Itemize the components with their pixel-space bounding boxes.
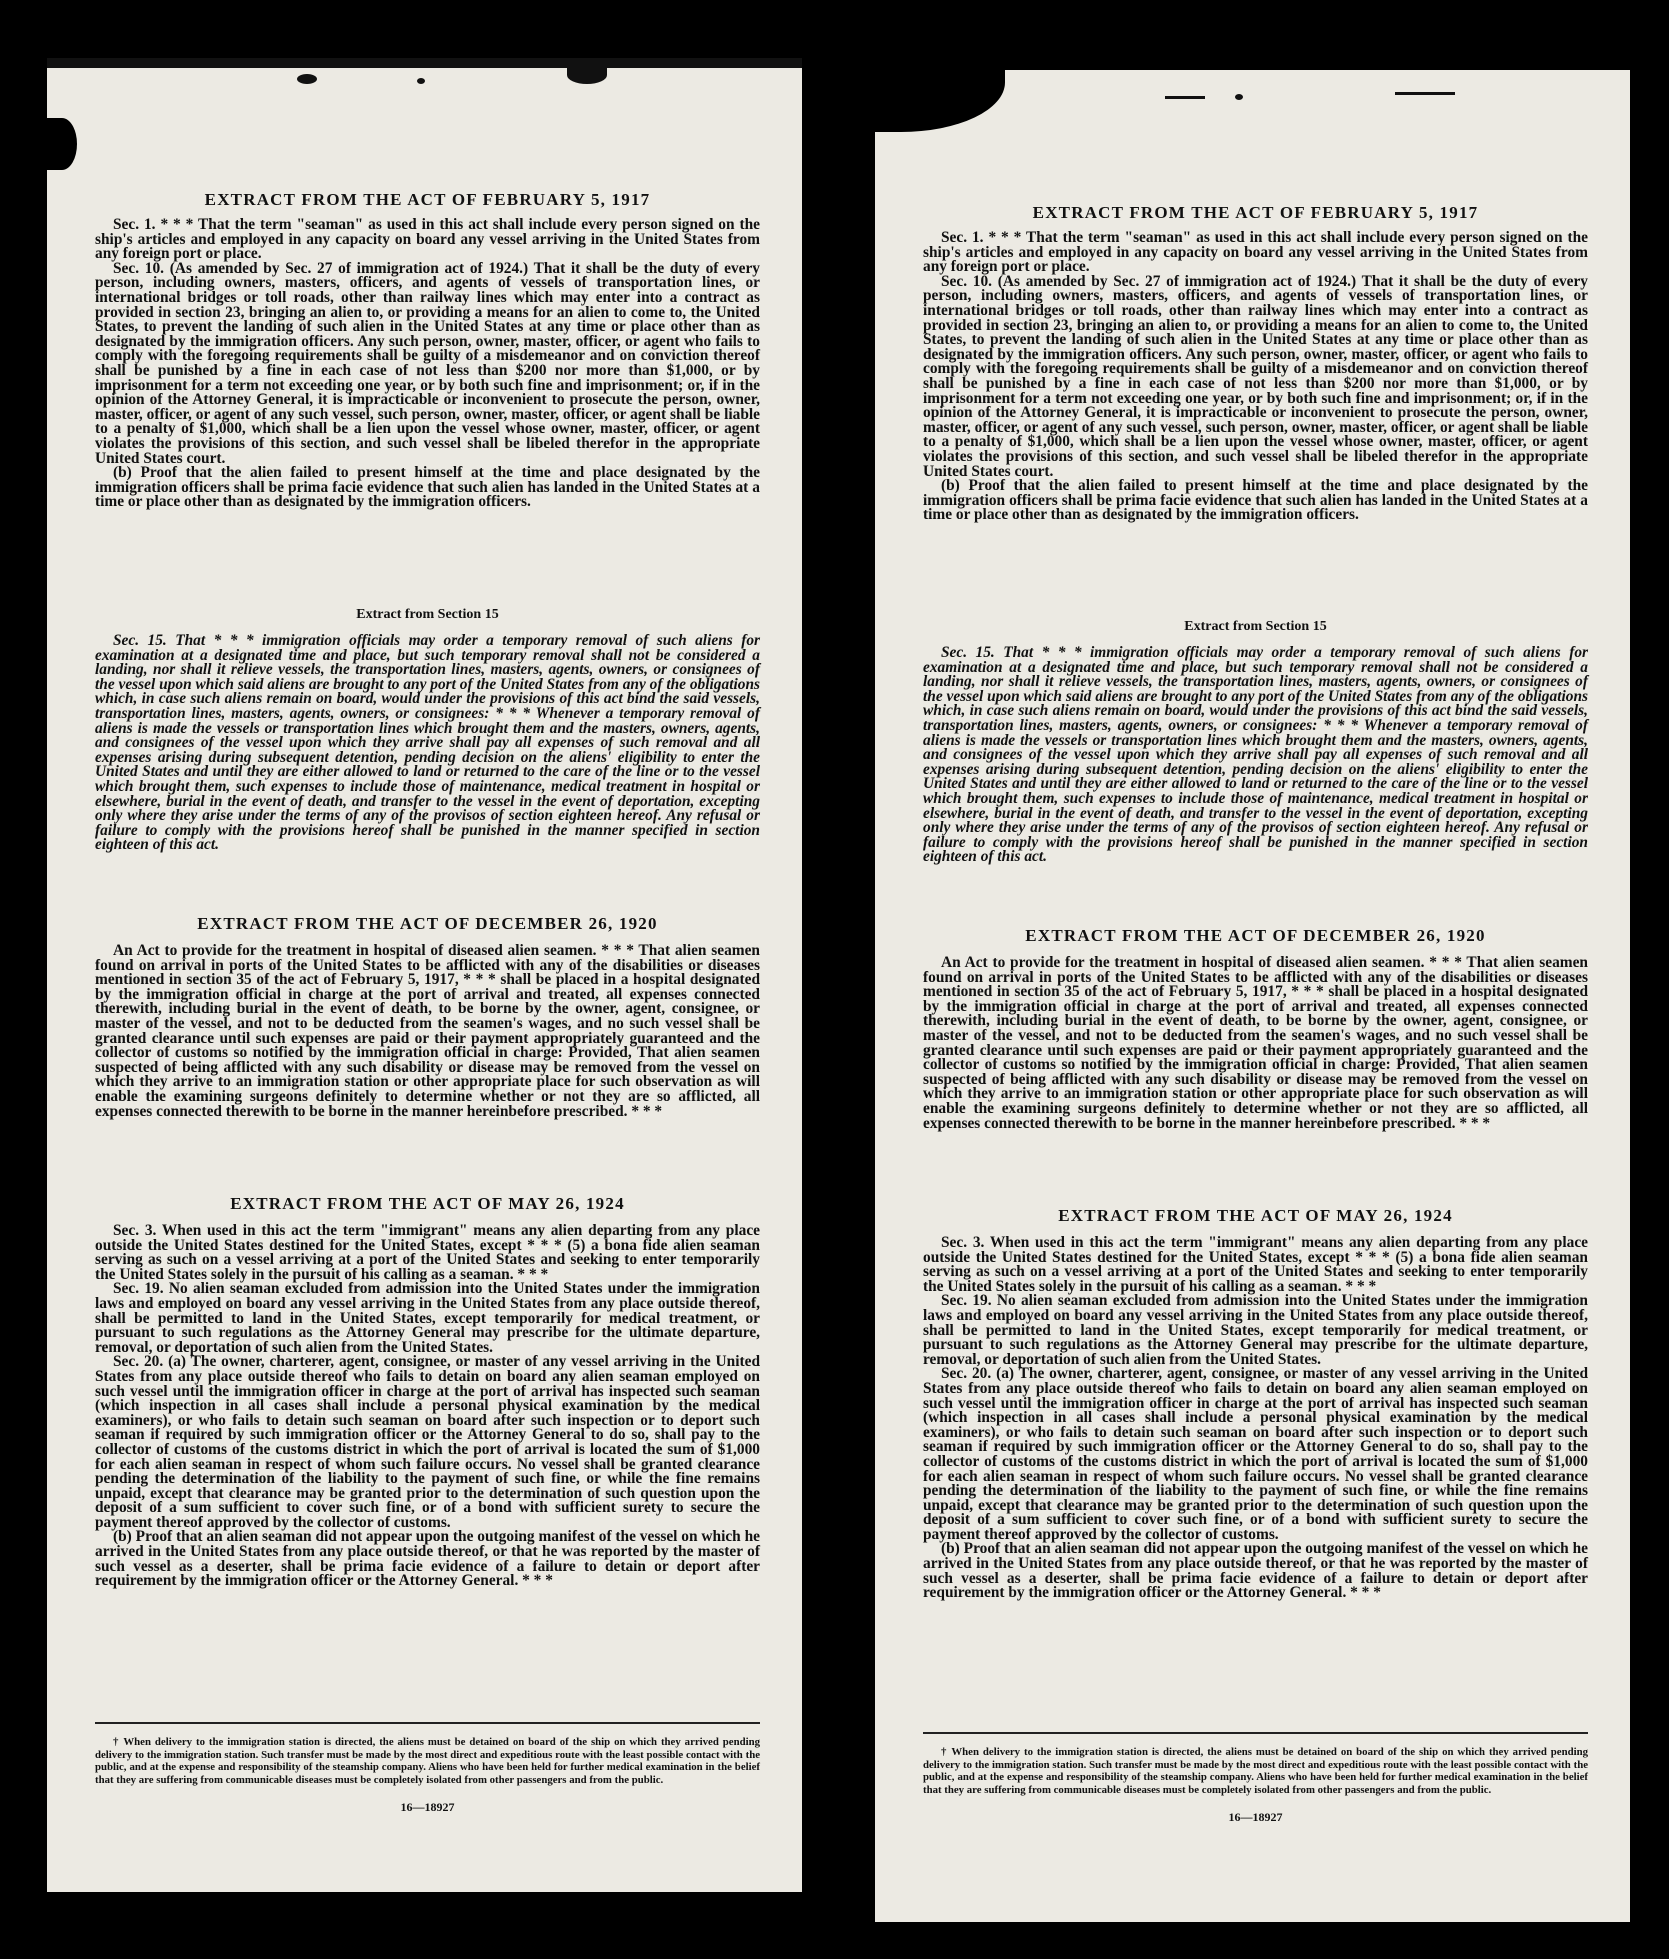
footnote-block	[923, 1732, 1588, 1825]
section-1917	[95, 190, 760, 510]
footnote-text: † When delivery to the immigration station is directed, the aliens must be detained on board of the ship on which they arrived pending delivery to the immigration station. Such transfer must be made by the most direct and expeditious route with the least possible contact with the public, and at the expense and responsibility of the steamship company. Aliens who have been held for further medical examination in the belief that they are suffering from communicable diseases must be completely isolated from other passengers and from the public.	[923, 1746, 1588, 1796]
document-page-left	[47, 58, 802, 1892]
heading-act-1917: EXTRACT FROM THE ACT OF FEBRUARY 5, 1917	[1032, 203, 1479, 222]
page-number: 16—18927	[400, 1800, 455, 1814]
heading-section-15: Extract from Section 15	[1184, 619, 1327, 634]
heading-act-1917: EXTRACT FROM THE ACT OF FEBRUARY 5, 1917	[204, 190, 651, 209]
sec-10-text: Sec. 10. (As amended by Sec. 27 of immigration act of 1924.) That it shall be the duty of every person, including owners, masters, officers, and agents of vessels of transportation lines, or international bridges or toll roads, other than railway lines which may enter into a contract as provided in section 23, bringing an alien to, or providing a means for an alien to come to, the United States, to prevent the landing of such alien in the United States at any time or place other than as designated by the immigration officers. Any such person, owner, master, officer, or agent who fails to comply with the foregoing requirements shall be guilty of a misdemeanor and on conviction thereof shall be punished by a fine in each case of not less than $200 nor more than $1,000, or by imprisonment for a term not exceeding one year, or by both such fine and imprisonment; or, if in the opinion of the Attorney General, it is impracticable or inconvenient to prosecute the person, owner, master, officer, or agent of any such vessel, such person, owner, master, officer, or agent shall be liable to a penalty of $1,000, which shall be a lien upon the vessel whose owner, master, officer, or agent violates the provisions of this section, and such vessel shall be libeled therefor in the appropriate United States court.	[95, 259, 760, 467]
scan-edge	[47, 58, 802, 68]
scan-mark	[1235, 94, 1243, 100]
sec-20-text: Sec. 20. (a) The owner, charterer, agent, consignee, or master of any vessel arriving in the United States from any place outside thereof who fails to detain on board any alien seaman employed on such vessel until the immigration officer in charge at the port of arrival has inspected such seaman (which inspection in all cases shall include a personal physical examination by the medical examiners), or who fails to detain such seaman on board after such inspection or to deport such seaman if required by such immigration officer or the Attorney General to do so, shall pay to the collector of customs of the customs district in which the port of arrival is located the sum of $1,000 for each alien seaman in respect of whom such failure occurs. No vessel shall be granted clearance pending the determination of the liability to the payment of such fine, or while the fine remains unpaid, except that clearance may be granted prior to the determination of such question upon the deposit of a sum sufficient to cover such fine, or of a bond with sufficient surety to secure the payment thereof approved by the collector of customs.	[95, 1353, 760, 1531]
footnote-divider	[923, 1732, 1588, 1734]
act-1920-text: An Act to provide for the treatment in hospital of diseased alien seamen. * * * That alien seamen found on arrival in ports of the United States to be afflicted with any of the disabilities or diseases mentioned in section 35 of the act of February 5, 1917, * * * shall be placed in a hospital designated by the immigration official in charge at the port of arrival and treated, all expenses connected therewith, including burial in the event of death, to be borne by the owner, agent, consignee, or master of the vessel, and not to be deducted from the seamen's wages, and no such vessel shall be granted clearance until such expenses are paid or their payment appropriately guaranteed and the collector of customs so notified by the immigration official in charge: Provided, That alien seamen suspected of being afflicted with any such disability or disease may be removed from the vessel on which they arrive to an immigration station or other appropriate place for such observation as will enable the examining surgeons definitely to determine whether or not they are so afflicted, all expenses connected therewith to be borne in the manner hereinbefore prescribed. * * *	[923, 954, 1588, 1132]
sec-1-text: Sec. 1. * * * That the term "seaman" as used in this act shall include every person signed on the ship's articles and employed in any capacity on board any vessel arriving in the United States from any foreign port or place.	[95, 216, 760, 263]
heading-act-1924: EXTRACT FROM THE ACT OF MAY 26, 1924	[230, 1194, 625, 1213]
section-15	[923, 618, 1588, 865]
sec-10-text: Sec. 10. (As amended by Sec. 27 of immigration act of 1924.) That it shall be the duty of every person, including owners, masters, officers, and agents of vessels of transportation lines, or international bridges or toll roads, other than railway lines which may enter into a contract as provided in section 23, bringing an alien to, or providing a means for an alien to come to, the United States, to prevent the landing of such alien in the United States at any time or place other than as designated by the immigration officers. Any such person, owner, master, officer, or agent who fails to comply with the foregoing requirements shall be guilty of a misdemeanor and on conviction thereof shall be punished by a fine in each case of not less than $200 nor more than $1,000, or by imprisonment for a term not exceeding one year, or by both such fine and imprisonment; or, if in the opinion of the Attorney General, it is impracticable or inconvenient to prosecute the person, owner, master, officer, or agent of any such vessel, such person, owner, master, officer, or agent shall be liable to a penalty of $1,000, which shall be a lien upon the vessel whose owner, master, officer, or agent violates the provisions of this section, and such vessel shall be libeled therefor in the appropriate United States court.	[923, 272, 1588, 480]
section-1924	[95, 1194, 760, 1589]
section-15	[95, 606, 760, 853]
sec-15-text: Sec. 15. That * * * immigration officials may order a temporary removal of such aliens for examination at a designated time and place, but such temporary removal shall not be considered a landing, nor shall it relieve vessels, the transportation lines, masters, agents, owners, or consignees of the vessel upon which said aliens are brought to any port of the United States from any of the obligations which, in case such aliens remain on board, would under the provisions of this act bind the said vessels, transportation lines, masters, agents, owners, or consignees: * * * Whenever a temporary removal of aliens is made the vessels or transportation lines which brought them and the masters, owners, agents, and consignees of the vessel upon which they arrive shall pay all expenses of such removal and all expenses arising during subsequent detention, pending decision on the aliens' eligibility to enter the United States and until they are either allowed to land or returned to the care of the line or to the vessel which brought them, such expenses to include those of maintenance, medical treatment in hospital or elsewhere, burial in the event of death, and transfer to the vessel in the event of deportation, excepting only where they arise under the terms of any of the provisos of section eighteen hereof. Any refusal or failure to comply with the provisions hereof shall be punished in the manner specified in section eighteen of this act.	[95, 632, 760, 854]
section-1920	[923, 926, 1588, 1131]
heading-act-1920: EXTRACT FROM THE ACT OF DECEMBER 26, 1920	[197, 914, 658, 933]
section-1920	[95, 914, 760, 1119]
act-1920-text: An Act to provide for the treatment in hospital of diseased alien seamen. * * * That alien seamen found on arrival in ports of the United States to be afflicted with any of the disabilities or diseases mentioned in section 35 of the act of February 5, 1917, * * * shall be placed in a hospital designated by the immigration official in charge at the port of arrival and treated, all expenses connected therewith, including burial in the event of death, to be borne by the owner, agent, consignee, or master of the vessel, and not to be deducted from the seamen's wages, and no such vessel shall be granted clearance until such expenses are paid or their payment appropriately guaranteed and the collector of customs so notified by the immigration official in charge: Provided, That alien seamen suspected of being afflicted with any such disability or disease may be removed from the vessel on which they arrive to an immigration station or other appropriate place for such observation as will enable the examining surgeons definitely to determine whether or not they are so afflicted, all expenses connected therewith to be borne in the manner hereinbefore prescribed. * * *	[95, 942, 760, 1120]
footnote-divider	[95, 1722, 760, 1724]
scan-mark	[1395, 92, 1455, 95]
heading-act-1920: EXTRACT FROM THE ACT OF DECEMBER 26, 1920	[1025, 926, 1486, 945]
sec-19-text: Sec. 19. No alien seaman excluded from admission into the United States under the immigration laws and employed on board any vessel arriving in the United States from any place outside thereof, shall be permitted to land in the United States, except temporarily for medical treatment, or pursuant to such regulations as the Attorney General may prescribe for the ultimate departure, removal, or deportation of such alien from the United States.	[95, 1280, 760, 1356]
scan-mark	[567, 66, 607, 84]
sec-15-text: Sec. 15. That * * * immigration officials may order a temporary removal of such aliens for examination at a designated time and place, but such temporary removal shall not be considered a landing, nor shall it relieve vessels, the transportation lines, masters, agents, owners, or consignees of the vessel upon which said aliens are brought to any port of the United States from any of the obligations which, in case such aliens remain on board, would under the provisions of this act bind the said vessels, transportation lines, masters, agents, owners, or consignees: * * * Whenever a temporary removal of aliens is made the vessels or transportation lines which brought them and the masters, owners, agents, and consignees of the vessel upon which they arrive shall pay all expenses of such removal and all expenses arising during subsequent detention, pending decision on the aliens' eligibility to enter the United States and until they are either allowed to land or returned to the care of the line or to the vessel which brought them, such expenses to include those of maintenance, medical treatment in hospital or elsewhere, burial in the event of death, and transfer to the vessel in the event of deportation, excepting only where they arise under the terms of any of the provisos of section eighteen hereof. Any refusal or failure to comply with the provisions hereof shall be punished in the manner specified in section eighteen of this act.	[923, 644, 1588, 866]
footnote-block	[95, 1722, 760, 1815]
section-1924	[923, 1206, 1588, 1601]
torn-corner	[875, 70, 1005, 132]
footnote-text: † When delivery to the immigration station is directed, the aliens must be detained on board of the ship on which they arrived pending delivery to the immigration station. Such transfer must be made by the most direct and expeditious route with the least possible contact with the public, and at the expense and responsibility of the steamship company. Aliens who have been held for further medical examination in the belief that they are suffering from communicable diseases must be completely isolated from other passengers and from the public.	[95, 1736, 760, 1786]
sec-20-text: Sec. 20. (a) The owner, charterer, agent, consignee, or master of any vessel arriving in the United States from any place outside thereof who fails to detain on board any alien seaman employed on such vessel until the immigration officer in charge at the port of arrival has inspected such seaman (which inspection in all cases shall include a personal physical examination by the medical examiners), or who fails to detain such seaman on board after such inspection or to deport such seaman if required by such immigration officer or the Attorney General to do so, shall pay to the collector of customs of the customs district in which the port of arrival is located the sum of $1,000 for each alien seaman in respect of whom such failure occurs. No vessel shall be granted clearance pending the determination of the liability to the payment of such fine, or while the fine remains unpaid, except that clearance may be granted prior to the determination of such question upon the deposit of a sum sufficient to cover such fine, or of a bond with sufficient surety to secure the payment thereof approved by the collector of customs.	[923, 1365, 1588, 1543]
sec-10b-text: (b) Proof that the alien failed to present himself at the time and place designated by the immigration officers shall be prima facie evidence that such alien has landed in the United States at a time or place other than as designated by the immigration officers.	[95, 464, 760, 511]
sec-10b-text: (b) Proof that the alien failed to present himself at the time and place designated by the immigration officers shall be prima facie evidence that such alien has landed in the United States at a time or place other than as designated by the immigration officers.	[923, 477, 1588, 524]
scan-mark	[1165, 96, 1205, 99]
section-1917	[923, 203, 1588, 523]
sec-3-text: Sec. 3. When used in this act the term "immigrant" means any alien departing from any place outside the United States destined for the United States, except * * * (5) a bona fide alien seaman serving as such on a vessel arriving at a port of the United States and seeking to enter temporarily the United States solely in the pursuit of his calling as a seaman. * * *	[923, 1234, 1588, 1295]
document-page-right	[875, 70, 1630, 1922]
sec-20b-text: (b) Proof that an alien seaman did not appear upon the outgoing manifest of the vessel on which he arrived in the United States from any place outside thereof, or that he was reported by the master of such vessel as a deserter, shall be prima facie evidence of a failure to detain or deport after requirement by the immigration officer or the Attorney General. * * *	[95, 1528, 760, 1590]
punch-hole	[47, 118, 77, 170]
heading-act-1924: EXTRACT FROM THE ACT OF MAY 26, 1924	[1058, 1206, 1453, 1225]
page-number: 16—18927	[1228, 1810, 1283, 1824]
heading-section-15: Extract from Section 15	[356, 607, 499, 622]
scan-mark	[297, 74, 317, 84]
sec-3-text: Sec. 3. When used in this act the term "immigrant" means any alien departing from any place outside the United States destined for the United States, except * * * (5) a bona fide alien seaman serving as such on a vessel arriving at a port of the United States and seeking to enter temporarily the United States solely in the pursuit of his calling as a seaman. * * *	[95, 1222, 760, 1283]
sec-19-text: Sec. 19. No alien seaman excluded from admission into the United States under the immigration laws and employed on board any vessel arriving in the United States from any place outside thereof, shall be permitted to land in the United States, except temporarily for medical treatment, or pursuant to such regulations as the Attorney General may prescribe for the ultimate departure, removal, or deportation of such alien from the United States.	[923, 1292, 1588, 1368]
scan-mark	[417, 78, 425, 84]
sec-1-text: Sec. 1. * * * That the term "seaman" as used in this act shall include every person signed on the ship's articles and employed in any capacity on board any vessel arriving in the United States from any foreign port or place.	[923, 229, 1588, 276]
sec-20b-text: (b) Proof that an alien seaman did not appear upon the outgoing manifest of the vessel on which he arrived in the United States from any place outside thereof, or that he was reported by the master of such vessel as a deserter, shall be prima facie evidence of a failure to detain or deport after requirement by the immigration officer or the Attorney General. * * *	[923, 1540, 1588, 1602]
